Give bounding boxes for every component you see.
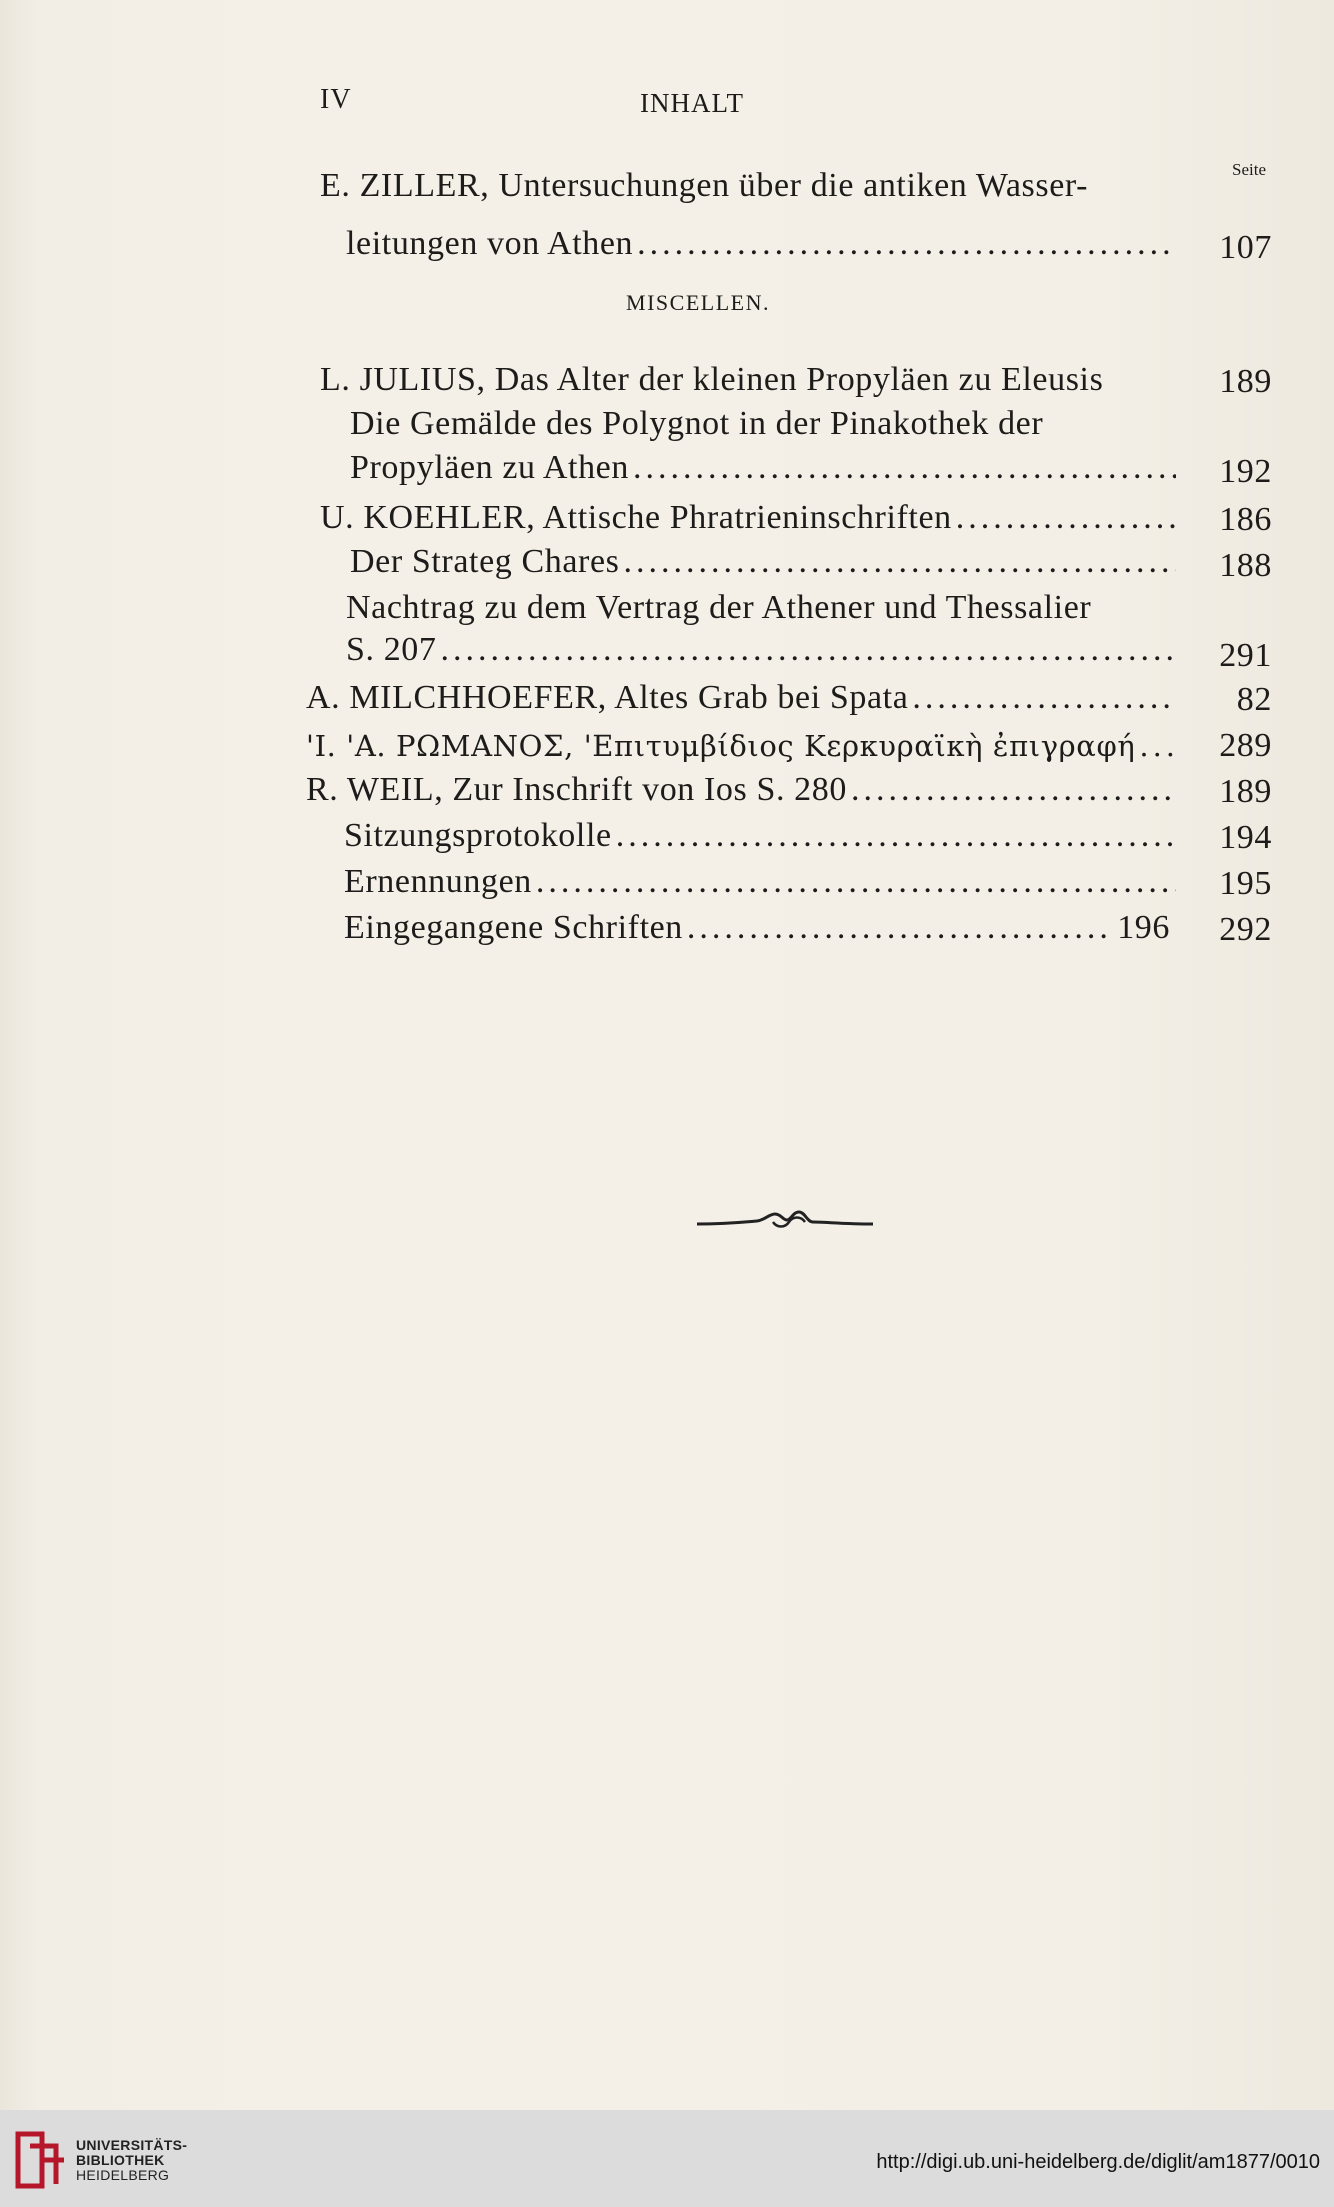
article-title: Attische Phratrieninschriften: [542, 499, 952, 536]
article-title: S. 207: [346, 631, 437, 668]
toc-line: [346, 222, 1178, 266]
toc-line: [350, 446, 1180, 490]
author-name: A. MILCHHOEFER: [306, 679, 598, 716]
toc-line: [344, 814, 1180, 858]
author-name: E. ZILLER: [320, 167, 481, 204]
article-title: Die Gemälde des Polygnot in der Pinakothek der: [350, 405, 1044, 442]
author-name: L. JULIUS: [320, 361, 477, 398]
leader-dots: [441, 628, 1176, 672]
page-reference: 107: [1219, 229, 1272, 266]
leader-dots: [536, 860, 1176, 904]
author-name: R. WEIL: [306, 771, 435, 808]
article-title: leitungen von Athen: [346, 225, 634, 262]
article-title: Nachtrag zu dem Vertrag der Athener und Thessalier: [346, 589, 1092, 626]
article-title: Sitzungsprotokolle: [344, 817, 612, 854]
page-reference: 189: [1219, 363, 1272, 400]
toc-line: [346, 628, 1180, 672]
toc-line: [344, 906, 1170, 950]
viewer-footer: [0, 2110, 1334, 2207]
leader-dots: [637, 222, 1174, 266]
toc-line: [350, 402, 1180, 446]
page-reference: 188: [1219, 547, 1272, 584]
permalink-url[interactable]: http://digi.ub.uni-heidelberg.de/diglit/am1877/0010: [876, 2151, 1320, 2173]
library-name: UNIVERSITÄTS- BIBLIOTHEK HEIDELBERG: [76, 2137, 188, 2183]
author-name: 'I. 'A. ΡΩΜΑΝΟΣ: [306, 729, 565, 763]
page-reference: 196: [1117, 909, 1170, 946]
leader-dots: [956, 496, 1176, 540]
ornament-flourish-icon: [695, 1200, 875, 1240]
page-reference: 195: [1219, 865, 1272, 902]
toc-line: U. KOEHLER, Attische Phratrieninschriften .....: [320, 496, 1180, 540]
leader-dots: [851, 768, 1176, 812]
leader-dots: [624, 540, 1177, 584]
leader-dots: [1139, 724, 1176, 768]
article-title: Zur Inschrift von Ios S. 280: [452, 771, 847, 808]
toc-line: 'I. 'A. ΡΩΜΑΝΟΣ, 'Επιτυμβίδιος Κερκυραϊκὴ ἐπιγραφή .....: [306, 724, 1180, 768]
page-reference: 292: [1219, 911, 1272, 948]
toc-line: A. MILCHHOEFER, Altes Grab bei Spata .....: [306, 676, 1180, 720]
leader-dots: [912, 676, 1176, 720]
leader-dots: [633, 446, 1176, 490]
page-reference: 289: [1219, 727, 1272, 764]
article-title: Das Alter der kleinen Propyläen zu Eleusis: [494, 361, 1104, 398]
article-title: 'Επιτυμβίδιος Κερκυραϊκὴ ἐπιγραφή: [583, 729, 1136, 763]
page-reference: 291: [1219, 637, 1272, 674]
article-title: Altes Grab bei Spata: [614, 679, 909, 716]
author-name: U. KOEHLER: [320, 499, 527, 536]
article-title: Ernennungen: [344, 863, 532, 900]
toc-line: E. ZILLER, Untersuchungen über die antiken Wasser-: [320, 167, 1089, 204]
page-number: IV: [320, 84, 352, 115]
page-reference: 186: [1219, 501, 1272, 538]
toc-line: [344, 860, 1180, 904]
toc-line: R. WEIL, Zur Inschrift von Ios S. 280 .....: [306, 768, 1180, 812]
toc-line: [350, 540, 1180, 584]
toc-line: L. JULIUS, Das Alter der kleinen Propyläen zu Eleusis: [320, 361, 1104, 398]
article-title: Propyläen zu Athen: [350, 449, 629, 486]
page-reference: 82: [1236, 681, 1272, 718]
library-logo-icon: [12, 2126, 68, 2192]
article-title: Der Strateg Chares: [350, 543, 620, 580]
column-label-seite: Seite: [1232, 160, 1266, 179]
article-title: Eingegangene Schriften: [344, 909, 683, 946]
article-title: Untersuchungen über die antiken Wasser-: [498, 167, 1089, 204]
running-title: INHALT: [640, 88, 744, 118]
page-reference: 192: [1219, 453, 1272, 490]
page-reference: 189: [1219, 773, 1272, 810]
section-heading: MISCELLEN.: [626, 290, 770, 315]
leader-dots: [616, 814, 1176, 858]
toc-line: [346, 586, 1186, 630]
leader-dots: [687, 906, 1113, 950]
page-reference: 194: [1219, 819, 1272, 856]
